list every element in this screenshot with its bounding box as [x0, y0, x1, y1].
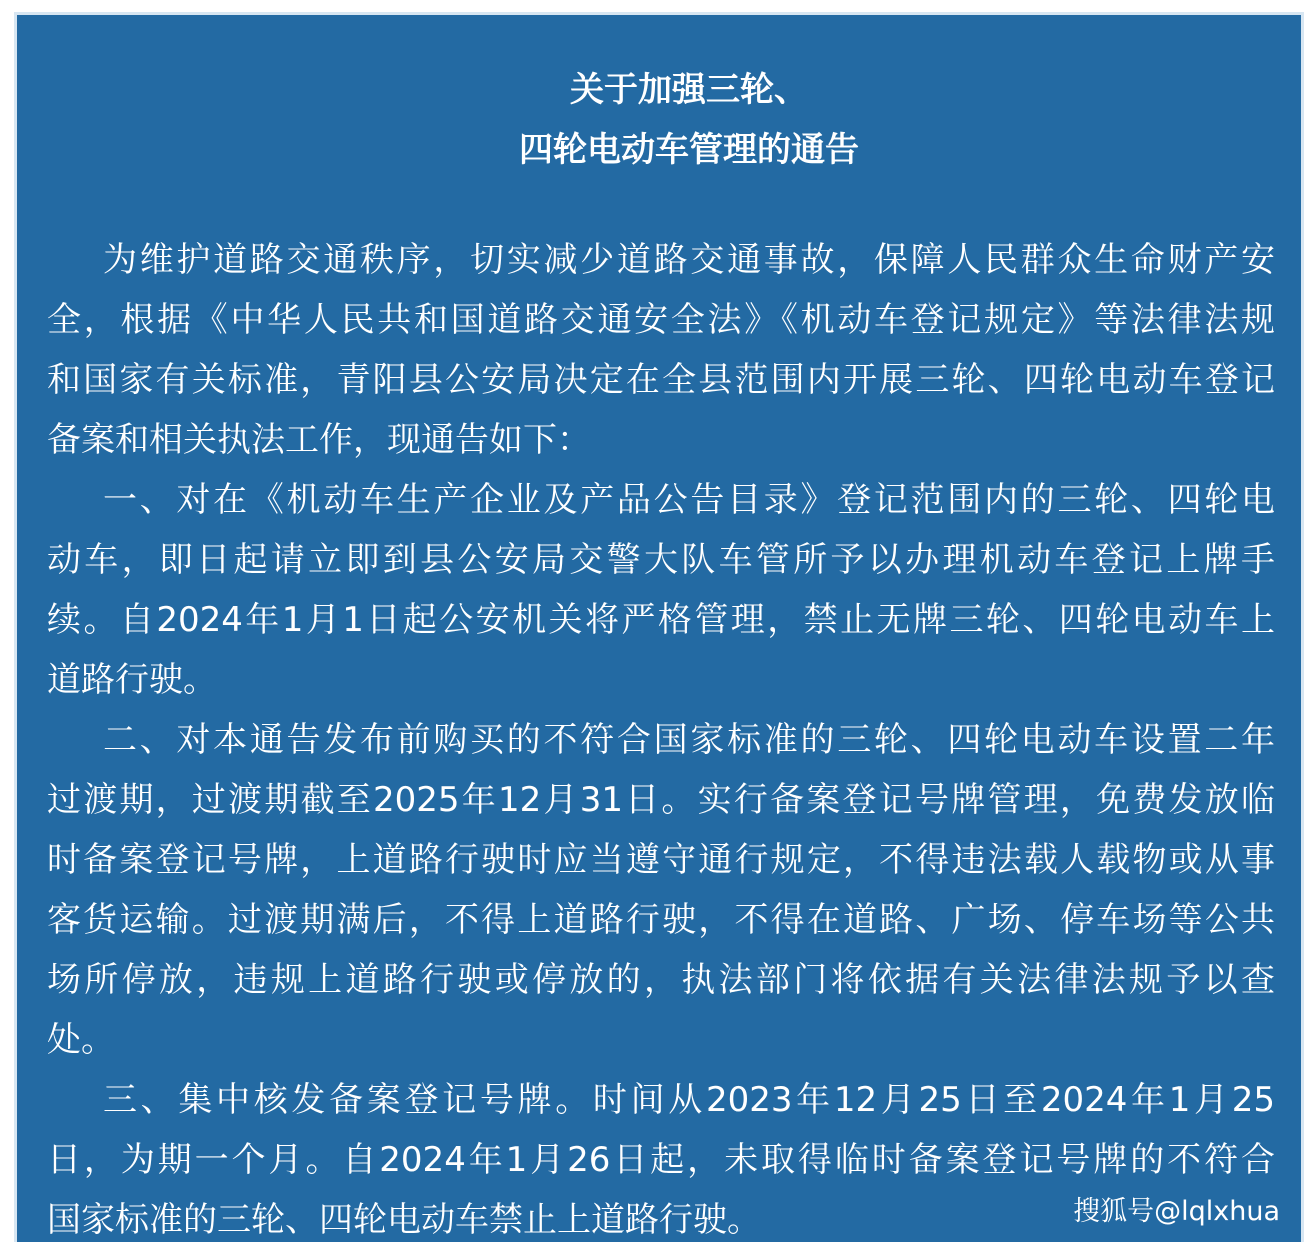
- body-line: 备案和相关执法工作，现通告如下：: [47, 420, 591, 460]
- source-watermark: 搜狐号@lqlxhua: [1073, 1196, 1280, 1227]
- body-line: 动车，即日起请立即到县公安局交警大队车管所予以办理机动车登记上牌手: [47, 540, 1275, 580]
- notice-title: [0, 60, 1312, 180]
- body-line: 为维护道路交通秩序，切实减少道路交通事故，保障人民群众生命财产安: [103, 240, 1275, 280]
- notice-title-line-2: 四轮电动车管理的通告: [519, 130, 859, 170]
- notice-title-line-1: 关于加强三轮、: [570, 70, 808, 110]
- body-line: 一、对在《机动车生产企业及产品公告目录》登记范围内的三轮、四轮电: [103, 480, 1275, 520]
- body-line: 场所停放，违规上道路行驶或停放的，执法部门将依据有关法律法规予以查: [47, 960, 1275, 1000]
- body-line: 续。自2024年1月1日起公安机关将严格管理，禁止无牌三轮、四轮电动车上: [47, 600, 1275, 640]
- body-line: 道路行驶。: [47, 660, 217, 700]
- notice-body: [47, 230, 1275, 1242]
- body-line: 客货运输。过渡期满后，不得上道路行驶，不得在道路、广场、停车场等公共: [47, 900, 1275, 940]
- body-line: 过渡期，过渡期截至2025年12月31日。实行备案登记号牌管理，免费发放临: [47, 780, 1275, 820]
- body-line: 国家标准的三轮、四轮电动车禁止上道路行驶。: [47, 1200, 761, 1240]
- body-line: 二、对本通告发布前购买的不符合国家标准的三轮、四轮电动车设置二年: [103, 720, 1275, 760]
- body-line: 日，为期一个月。自2024年1月26日起，未取得临时备案登记号牌的不符合: [47, 1140, 1275, 1180]
- body-line: 全，根据《中华人民共和国道路交通安全法》《机动车登记规定》等法律法规: [47, 300, 1275, 340]
- body-line: 和国家有关标准，青阳县公安局决定在全县范围内开展三轮、四轮电动车登记: [47, 360, 1275, 400]
- body-line: 处。: [47, 1020, 115, 1060]
- body-line: 时备案登记号牌，上道路行驶时应当遵守通行规定，不得违法载人载物或从事: [47, 840, 1275, 880]
- body-line: 三、集中核发备案登记号牌。时间从2023年12月25日至2024年1月25: [103, 1080, 1275, 1120]
